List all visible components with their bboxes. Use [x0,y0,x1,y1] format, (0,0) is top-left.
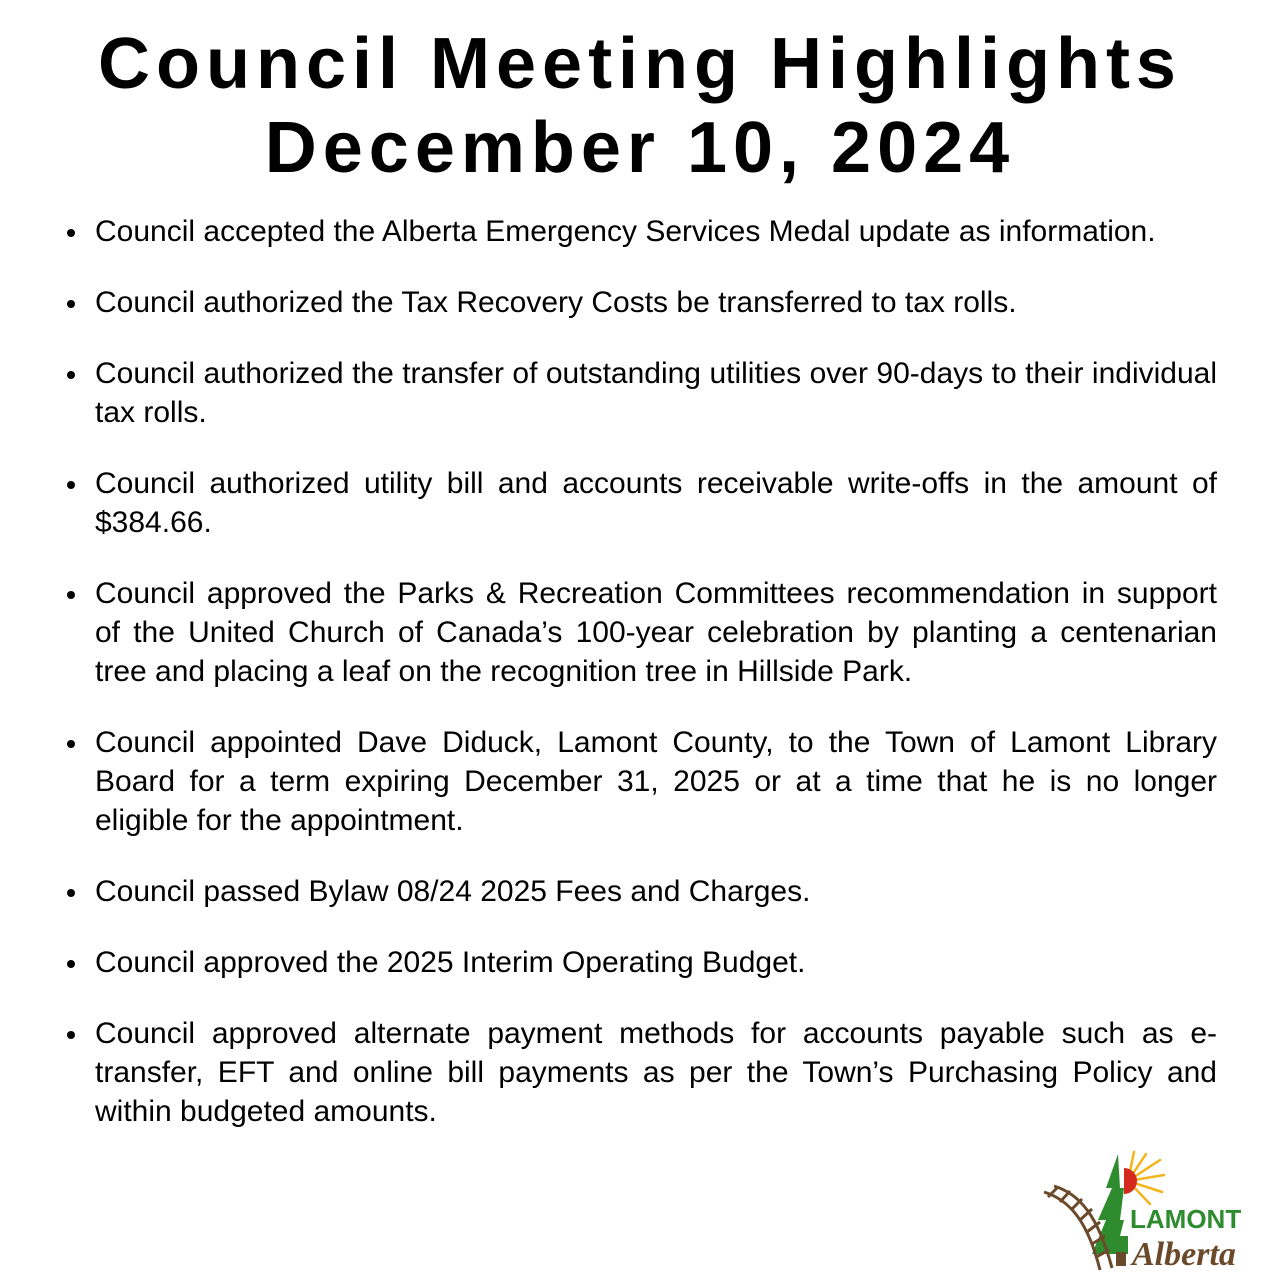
title-date: December 10, 2024 [264,108,1016,188]
tree-icon [1092,1154,1128,1266]
list-item: Council approved the 2025 Interim Operating Budget. [95,943,1217,982]
list-item: Council accepted the Alberta Emergency Services Medal update as information. [95,212,1217,251]
list-item: Council approved alternate payment methods for accounts payable such as e-transfer, EFT and online bill payments as per the Town’s Purchasing Policy and within budgeted amounts. [95,1014,1217,1131]
list-item: Council authorized the transfer of outstanding utilities over 90-days to their individual tax rolls. [95,354,1217,432]
list-item: Council appointed Dave Diduck, Lamont County, to the Town of Lamont Library Board for a term expiring December 31, 2025 or at a time that he is no longer eligible for the appointment. [95,723,1217,840]
list-item: Council authorized utility bill and accounts receivable write-offs in the amount of $384.66. [95,464,1217,542]
logo-word-lamont: LAMONT [1130,1204,1242,1234]
page-title [0,22,1280,190]
railway-icon [1044,1186,1112,1270]
title-line-1: Council Meeting Highlights [98,24,1182,104]
lamont-alberta-logo [1040,1150,1270,1275]
logo-word-alberta: Alberta [1132,1236,1236,1273]
list-item: Council authorized the Tax Recovery Costs be transferred to tax rolls. [95,283,1217,322]
list-item: Council passed Bylaw 08/24 2025 Fees and Charges. [95,872,1217,911]
highlights-list [95,212,1217,1163]
sun-icon [1124,1152,1164,1204]
list-item: Council approved the Parks & Recreation Committees recommendation in support of the United Church of Canada’s 100-year celebration by planting a centenarian tree and placing a leaf on the recognition tree in Hillside Park. [95,574,1217,691]
